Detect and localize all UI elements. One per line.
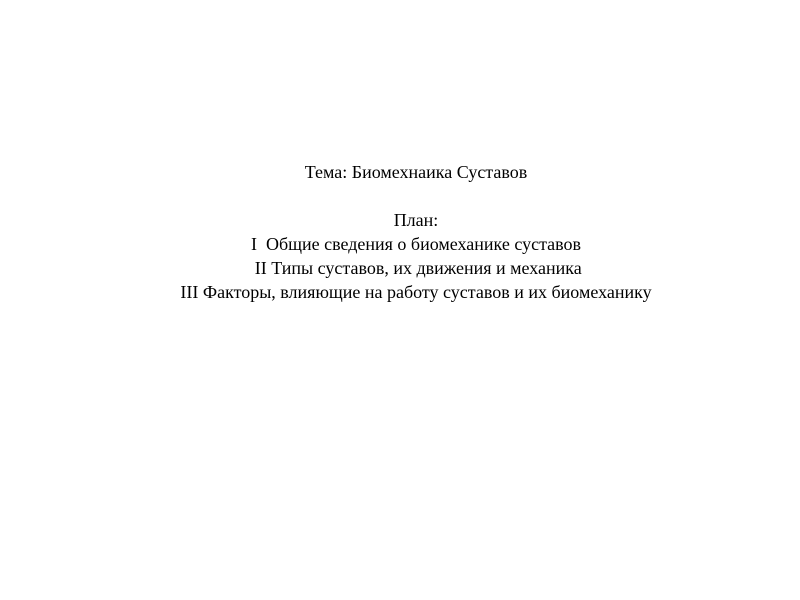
document-body	[0, 160, 800, 304]
blank-line	[0, 184, 800, 208]
plan-heading: План:	[393, 210, 439, 230]
plan-item-1: I Общие сведения о биомеханике суставов	[250, 234, 582, 254]
topic-title: Тема: Биомехнаика Суставов	[304, 162, 528, 182]
plan-item-2: II Типы суставов, их движения и механика	[250, 258, 582, 278]
plan-item-3: III Факторы, влияющие на работу суставов и их биомеханику	[180, 282, 652, 302]
